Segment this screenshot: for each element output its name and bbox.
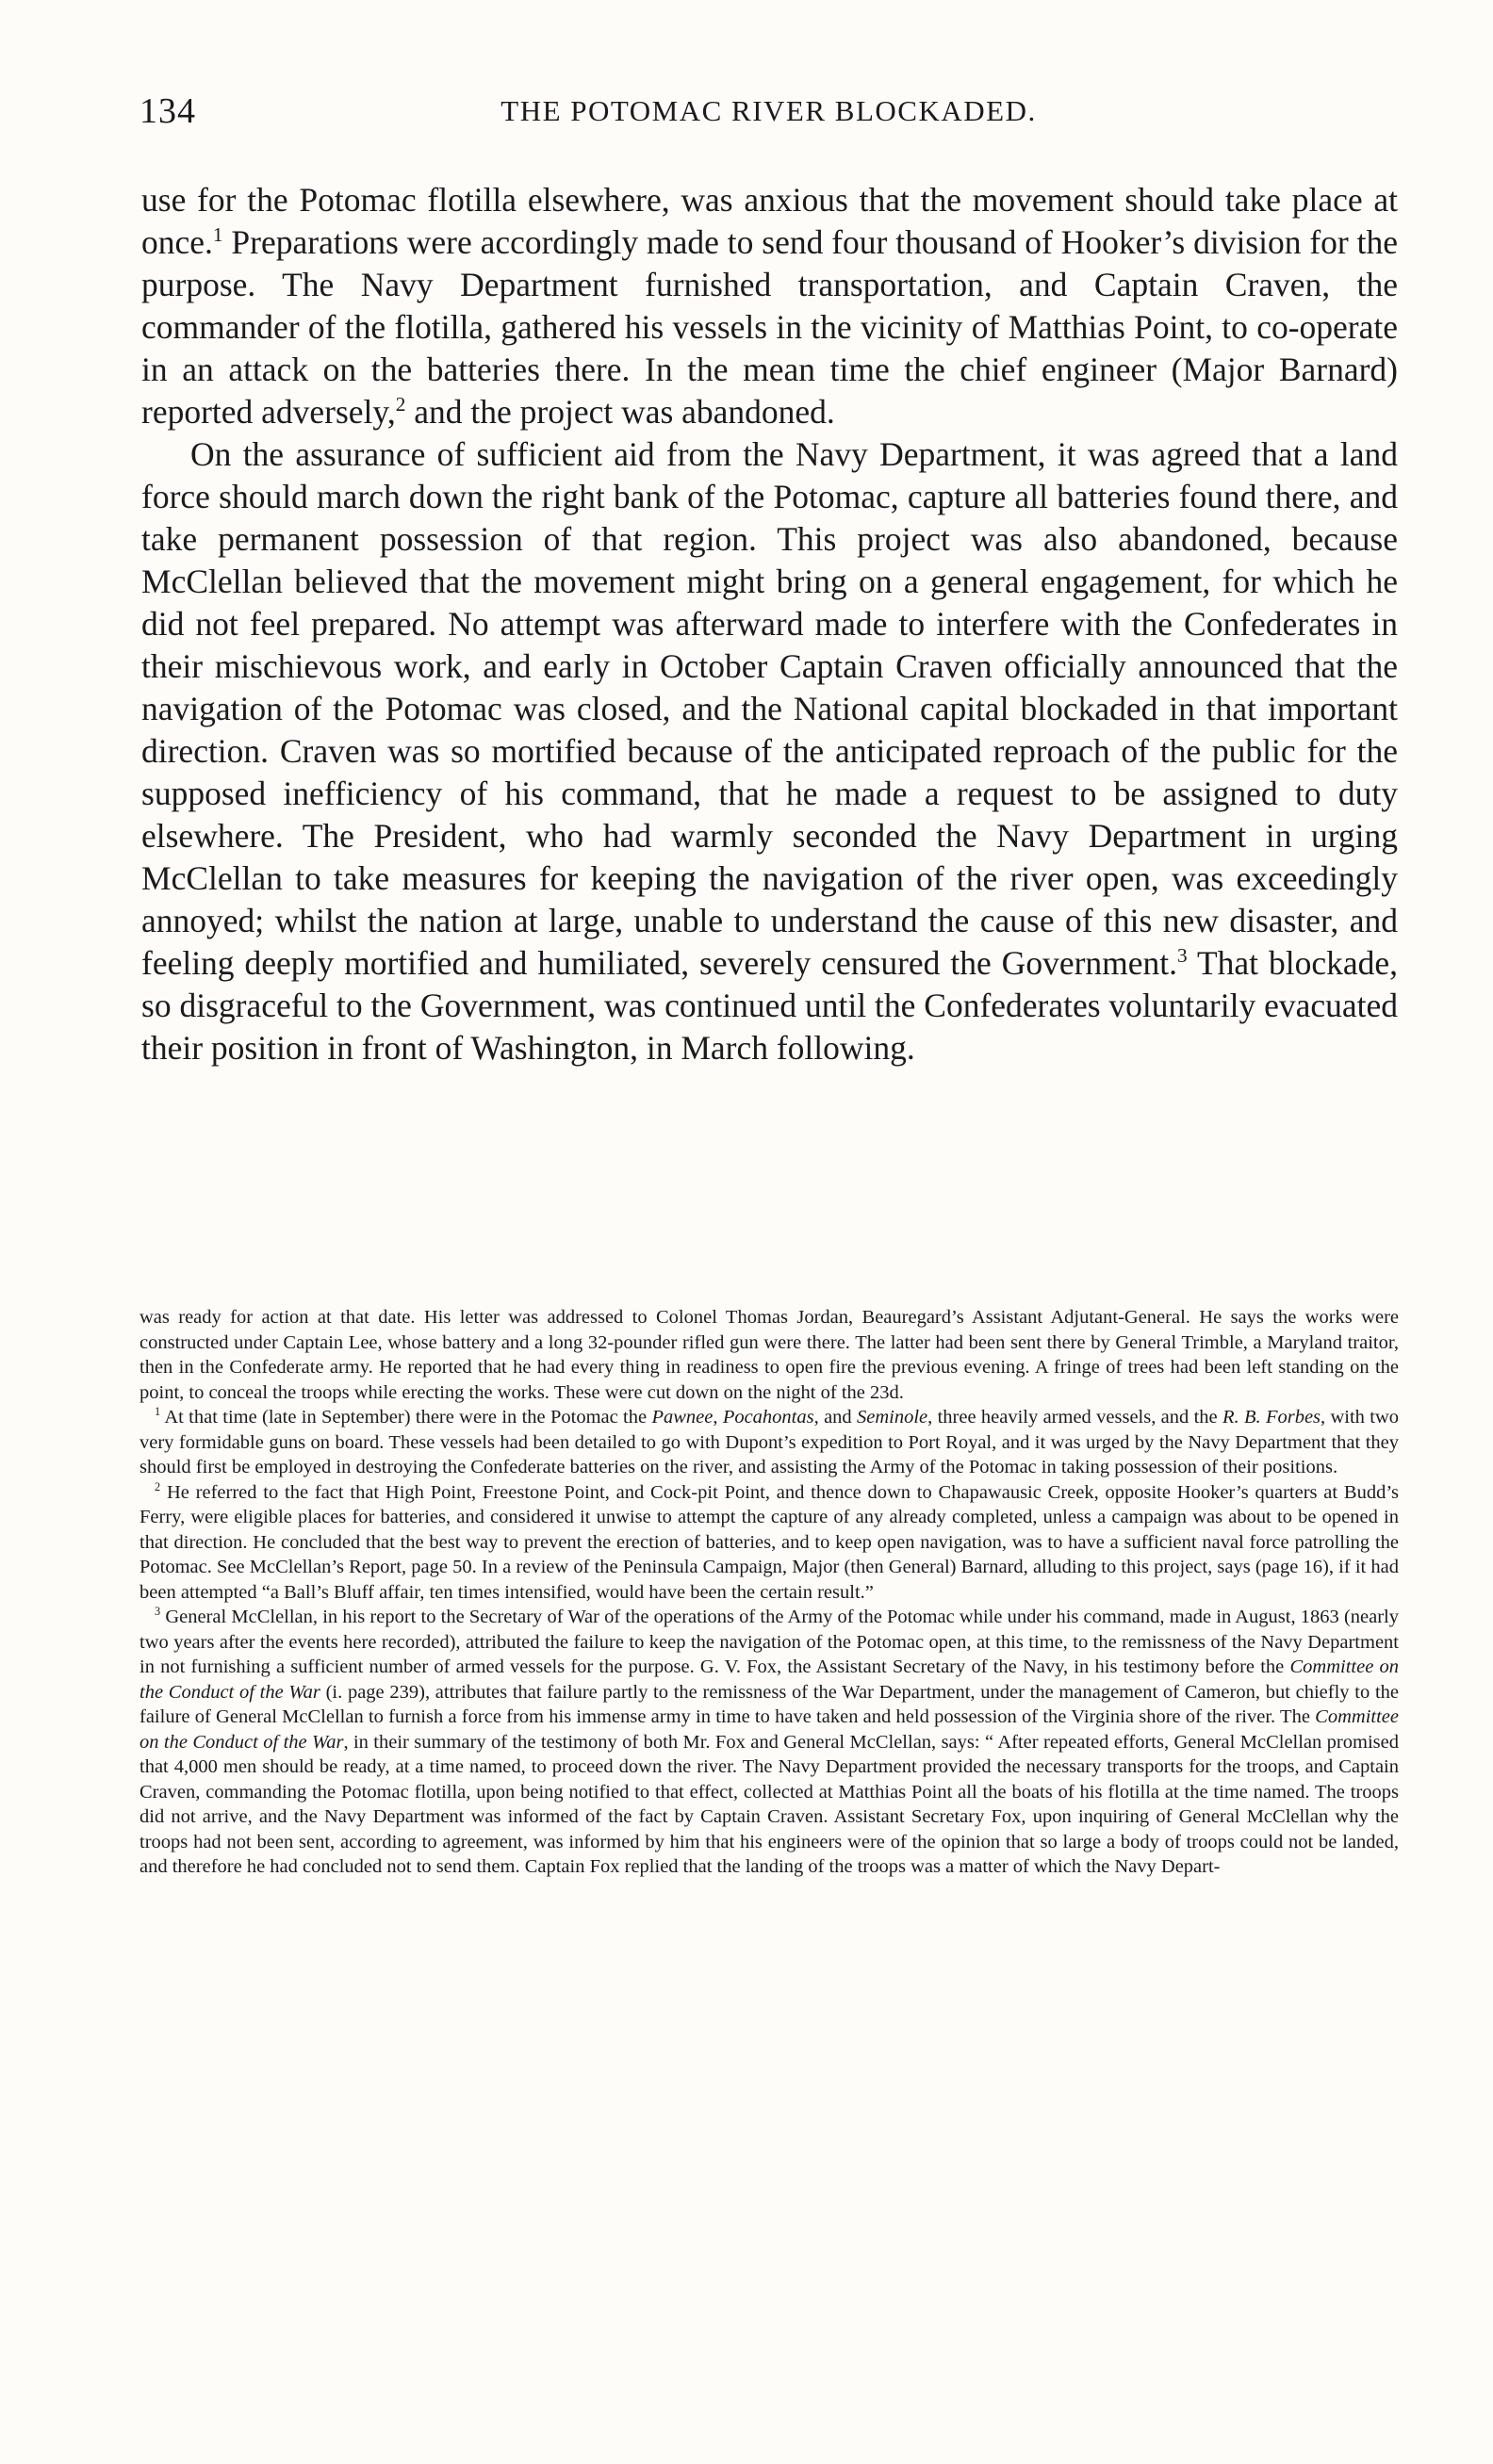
paragraph-1-text-c: and the project was abandoned.	[405, 393, 835, 431]
footnote-3-text-b: (i. page 239), attributes that failure partly to the remissness of the War Department, under the management of Cameron, but chiefly to the failure of General McClellan to furnish a force from his immense army in time to have taken and held possession of the Virginia shore of the river. The	[139, 1681, 1399, 1727]
footnote-3	[139, 1605, 1399, 1880]
paragraph-2-text-a: On the assurance of sufficient aid from the Navy Department, it was agreed that a land force should march down the right bank of the Potomac, capture all batteries found there, and take permanent possession of that region. This project was also abandoned, because McClellan believed that the movement might bring on a general engagement, for which he did not feel prepared. No attempt was afterward made to interfere with the Confederates in their mischievous work, and early in October Captain Craven officially announced that the navigation of the Potomac was closed, and the National capital blockaded in that important direction. Craven was so mortified because of the anticipated reproach of the public for the supposed inefficiency of his command, that he made a request to be assigned to duty elsewhere. The President, who had warmly seconded the Navy Department in urging McClellan to take measures for keeping the navigation of the river open, was exceedingly annoyed; whilst the nation at large, unable to understand the cause of this new disaster, and feeling deeply mortified and humiliated, severely censured the Government.	[141, 435, 1398, 982]
committee-title-1: Committee on the Conduct of the War	[139, 1656, 1399, 1703]
footnote-ref-3: 3	[1177, 944, 1188, 968]
running-head: THE POTOMAC RIVER BLOCKADED.	[500, 94, 1037, 127]
paragraph-1-text-b: Preparations were accordingly made to send four thousand of Hooker’s division for the purpose. The Navy Department furnished transportation, and Captain Craven, the commander of the flotilla, gathered his vessels in the vicinity of Matthias Point, to co-operate in an attack on the batteries there. In the mean time the chief engineer (Major Barnard) reported adversely,	[141, 223, 1398, 431]
footnote-1	[139, 1405, 1399, 1480]
page-header	[139, 90, 1398, 138]
footnote-3-text-a: General McClellan, in his report to the Secretary of War of the operations of the Army of the Potomac while under his command, made in August, 1863 (nearly two years after the events here recorded), attributed the failure to keep the navigation of the Potomac open, at this time, to the remissness of the Navy Department in not furnishing a sufficient number of armed vessels for the purpose. G. V. Fox, the Assistant Secretary of the Navy, in his testimony before the	[139, 1607, 1399, 1677]
ship-name-forbes: R. B. Forbes	[1222, 1407, 1321, 1428]
footnote-1-text-d: , three heavily armed vessels, and the	[927, 1407, 1222, 1428]
footnote-1-text-b: ,	[713, 1407, 723, 1428]
paragraph-2-text-b: That blockade, so disgraceful to the Government, was continued until the Confederates voluntarily evacuated their position in front of Washington, in March following.	[141, 944, 1399, 1067]
footnote-ref-1: 1	[212, 223, 223, 247]
footnote-2-text: He referred to the fact that High Point, Freestone Point, and Cock-pit Point, and thence down to Chapawausic Creek, opposite Hooker’s quarters at Budd’s Ferry, were eligible places for batteries, and considered it unwise to attempt the capture of any already completed, unless a campaign was about to be opened in that direction. He concluded that the best way to prevent the erection of batteries, and to keep open navigation, was to have a sufficient naval force patrolling the Potomac. See McClellan’s Report, page 50. In a review of the Peninsula Campaign, Major (then General) Barnard, alluding to this project, says (page 16), if it had been attempted “a Ball’s Bluff affair, ten times intensified, would have been the certain result.”	[139, 1481, 1399, 1603]
ship-name-pocahontas: Pocahontas	[722, 1407, 814, 1428]
footnote-continuation: was ready for action at that date. His letter was addressed to Colonel Thomas Jordan, Beauregard’s Assistant Adjutant-General. He says the works were constructed under Captain Lee, whose battery and a long 32-pounder rifled gun were there. The latter had been sent there by General Trimble, a Maryland traitor, then in the Confederate army. He reported that he had every thing in readiness to open fire the previous evening. A fringe of trees had been left standing on the point, to conceal the troops while erecting the works. These were cut down on the night of the 23d.	[139, 1307, 1399, 1403]
footnote-1-text-c: , and	[813, 1407, 857, 1428]
main-text	[141, 179, 1398, 1069]
paragraph-1-text-a: use for the Potomac flotilla elsewhere, was anxious that the movement should take place at once.	[141, 181, 1398, 261]
paragraph-1	[141, 179, 1398, 433]
paragraph-2	[141, 433, 1398, 1069]
ship-name-seminole: Seminole	[857, 1407, 928, 1428]
footnote-1-text-e: , with two very formidable guns on board. These vessels had been detailed to go with Dupont’s expedition to Port Royal, and it was urged by the Navy Department that they should first be employed in destroying the Confederate batteries on the river, and assisting the Army of the Potomac in taking possession of their positions.	[139, 1407, 1400, 1477]
footnote-3-text-c: , in their summary of the testimony of both Mr. Fox and General McClellan, says: “ After repeated efforts, General McClellan promised that 4,000 men should be ready, at a time named, to proceed down the river. The Navy Department provided the necessary transports for the troops, and Captain Craven, commanding the Potomac flotilla, upon being notified to that effect, collected at Matthias Point all the boats of his flotilla at the time named. The troops did not arrive, and the Navy Department was informed of the fact by Captain Craven. Assistant Secretary Fox, upon inquiring of General McClellan why the troops had not been sent, according to agreement, was informed by him that his engineers were of the opinion that so large a body of troops could not be landed, and therefore he had concluded not to send them. Captain Fox replied that the landing of the troops was a matter of which the Navy Depart-	[139, 1731, 1399, 1877]
footnote-1-text-a: At that time (late in September) there were in the Potomac the	[160, 1407, 652, 1428]
footnote-ref-2: 2	[395, 393, 406, 416]
footnote-1-mark: 1	[155, 1405, 161, 1419]
footnotes	[139, 1305, 1399, 1880]
footnote-2	[139, 1480, 1399, 1606]
ship-name-pawnee: Pawnee	[651, 1407, 714, 1428]
page-number: 134	[139, 91, 196, 131]
committee-title-2: Committee on the Conduct of the War	[139, 1706, 1399, 1753]
footnote-2-mark: 2	[155, 1479, 161, 1493]
footnote-3-mark: 3	[155, 1605, 161, 1619]
